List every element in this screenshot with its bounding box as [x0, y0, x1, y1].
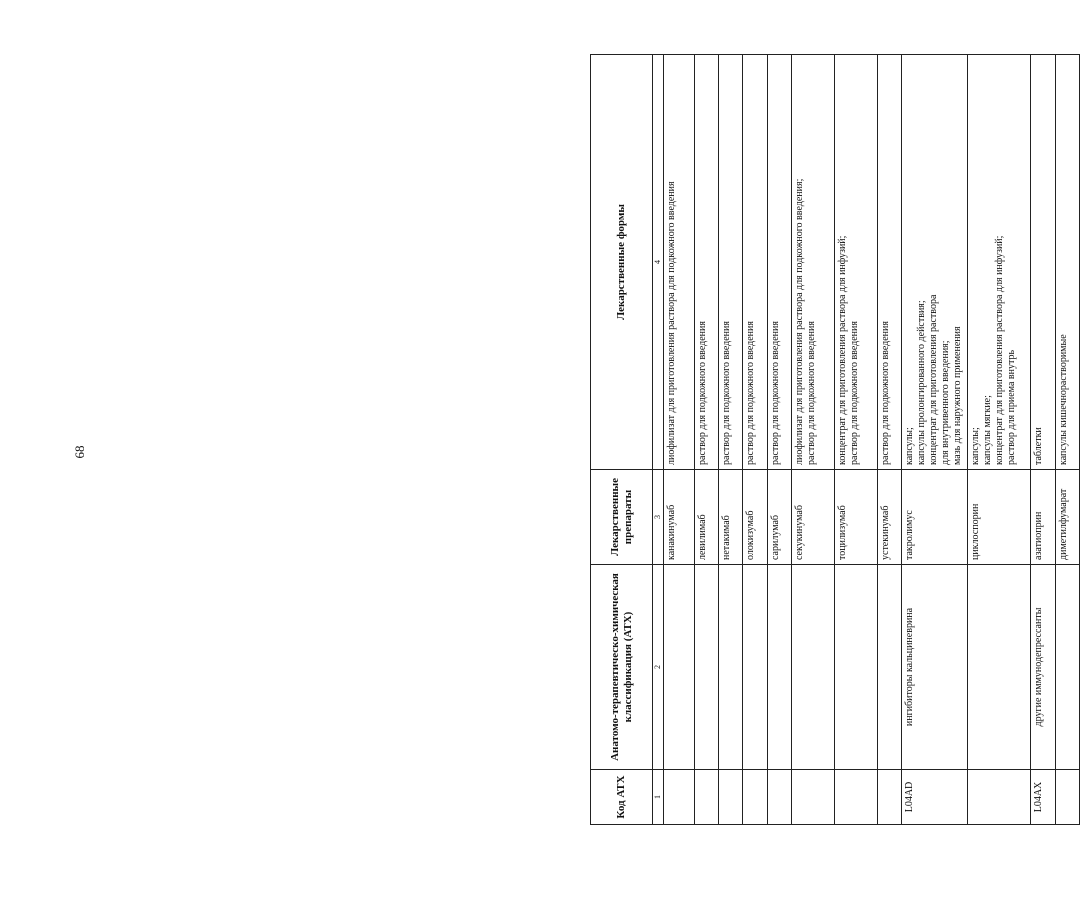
- atc-classification-cell: [664, 565, 695, 770]
- dosage-form-line: капсулы кишечнорастворимые: [1057, 334, 1069, 465]
- dosage-forms-cell: [694, 55, 718, 470]
- atc-code-cell: [792, 770, 835, 825]
- header-drugs: Лекарственные препараты: [591, 470, 653, 565]
- atc-classification-cell: [877, 565, 901, 770]
- table-row: [901, 55, 967, 825]
- column-number: 4: [653, 55, 664, 470]
- dosage-form-line: таблетки: [1033, 427, 1045, 465]
- drug-name-cell: канакинумаб: [664, 470, 695, 565]
- dosage-form-line: капсулы пролонгированного действия;: [915, 300, 927, 465]
- table-row: [664, 55, 695, 825]
- table-row: [834, 55, 877, 825]
- dosage-form-line: мазь для наружного применения: [951, 326, 963, 465]
- drug-name-cell: тоцилизумаб: [834, 470, 877, 565]
- dosage-form-line: раствор для приема внутрь: [1006, 349, 1018, 465]
- drug-name-cell: устекинумаб: [877, 470, 901, 565]
- table-row: [743, 55, 767, 825]
- dosage-form-line: капсулы мягкие;: [982, 395, 994, 465]
- atc-classification-cell: [792, 565, 835, 770]
- atc-code-cell: [877, 770, 901, 825]
- atc-classification-cell: ингибиторы кальциневрина: [901, 565, 967, 770]
- atc-code-cell: [743, 770, 767, 825]
- dosage-form-line: раствор для подкожного введения: [848, 321, 860, 465]
- atc-code-cell: [694, 770, 718, 825]
- atc-code-cell: [1055, 770, 1079, 825]
- drug-name-cell: циклоспорин: [968, 470, 1031, 565]
- drug-name-cell: нетакимаб: [718, 470, 742, 565]
- drug-name-cell: секукинумаб: [792, 470, 835, 565]
- dosage-form-line: для внутривенного введения;: [939, 340, 951, 465]
- atc-classification-cell: [694, 565, 718, 770]
- atc-code-cell: L04AX: [1031, 770, 1055, 825]
- dosage-forms-cell: [792, 55, 835, 470]
- header-forms: Лекарственные формы: [591, 55, 653, 470]
- drug-table-wrapper: [590, 55, 1080, 825]
- column-number: 2: [653, 565, 664, 770]
- dosage-form-line: лиофилизат для приготовления раствора для подкожного введения: [666, 181, 677, 465]
- drug-name-cell: левилимаб: [694, 470, 718, 565]
- dosage-forms-cell: [877, 55, 901, 470]
- table-row: [1031, 55, 1055, 825]
- atc-code-cell: [767, 770, 791, 825]
- dosage-forms-cell: [743, 55, 767, 470]
- atc-classification-cell: [718, 565, 742, 770]
- column-number-row: [653, 55, 664, 825]
- dosage-forms-cell: [1031, 55, 1055, 470]
- dosage-form-line: капсулы;: [903, 427, 915, 465]
- table-row: [718, 55, 742, 825]
- atc-code-cell: L04AD: [901, 770, 967, 825]
- atc-classification-cell: [1055, 565, 1079, 770]
- dosage-form-line: раствор для подкожного введения: [769, 321, 781, 465]
- atc-classification-cell: [968, 565, 1031, 770]
- atc-code-cell: [664, 770, 695, 825]
- dosage-forms-cell: [718, 55, 742, 470]
- header-code: Код АТХ: [591, 770, 653, 825]
- dosage-form-line: концентрат для приготовления раствора для инфузий;: [836, 235, 848, 465]
- dosage-form-line: раствор для подкожного введения: [720, 321, 732, 465]
- drug-table: [590, 54, 1080, 825]
- page-number: 68: [72, 445, 87, 459]
- atc-code-cell: [718, 770, 742, 825]
- table-row: [792, 55, 835, 825]
- drug-name-cell: олокизумаб: [743, 470, 767, 565]
- dosage-form-line: раствор для подкожного введения: [879, 321, 891, 465]
- dosage-form-line: капсулы;: [970, 427, 982, 465]
- dosage-form-line: концентрат для приготовления раствора: [927, 294, 939, 465]
- drug-name-cell: такролимус: [901, 470, 967, 565]
- table-header-row: [591, 55, 653, 825]
- header-classification: Анатомо-терапевтическо-химическая классификация (АТХ): [591, 565, 653, 770]
- dosage-form-line: раствор для подкожного введения: [806, 321, 818, 465]
- drug-name-cell: сарилумаб: [767, 470, 791, 565]
- dosage-forms-cell: [1055, 55, 1079, 470]
- table-body: [664, 55, 1080, 825]
- dosage-forms-cell: [968, 55, 1031, 470]
- dosage-form-line: концентрат для приготовления раствора для инфузий;: [994, 235, 1006, 465]
- dosage-form-line: раствор для подкожного введения: [745, 321, 757, 465]
- table-row: [694, 55, 718, 825]
- table-row: [877, 55, 901, 825]
- dosage-forms-cell: [664, 55, 695, 470]
- atc-code-cell: [834, 770, 877, 825]
- drug-name-cell: диметилфумарат: [1055, 470, 1079, 565]
- atc-classification-cell: [767, 565, 791, 770]
- column-number: 1: [653, 770, 664, 825]
- atc-code-cell: [968, 770, 1031, 825]
- atc-classification-cell: другие иммунодепрессанты: [1031, 565, 1055, 770]
- dosage-form-line: раствор для подкожного введения: [696, 321, 708, 465]
- table-row: [968, 55, 1031, 825]
- table-row: [767, 55, 791, 825]
- dosage-forms-cell: [767, 55, 791, 470]
- table-row: [1055, 55, 1079, 825]
- dosage-forms-cell: [834, 55, 877, 470]
- atc-classification-cell: [743, 565, 767, 770]
- dosage-form-line: лиофилизат для приготовления раствора для подкожного введения;: [794, 178, 806, 465]
- drug-name-cell: азатиоприн: [1031, 470, 1055, 565]
- dosage-forms-cell: [901, 55, 967, 470]
- column-number: 3: [653, 470, 664, 565]
- atc-classification-cell: [834, 565, 877, 770]
